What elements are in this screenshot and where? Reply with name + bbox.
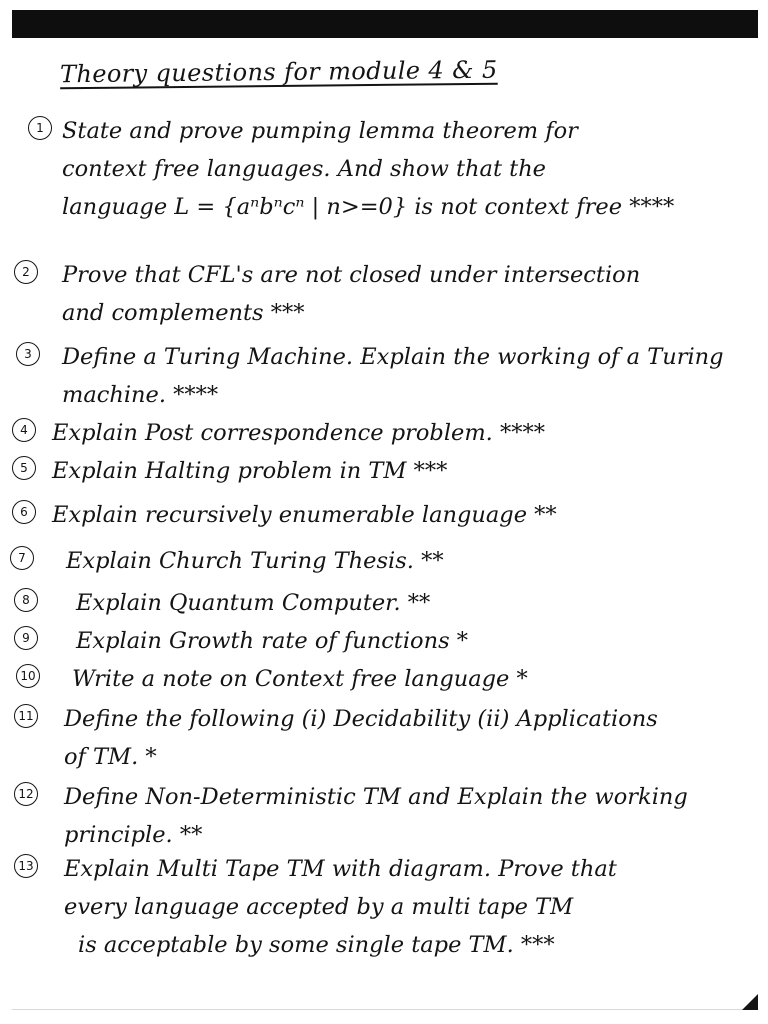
question-text	[64, 700, 658, 776]
question-line: Write a note on Context free language *	[72, 666, 528, 692]
question-line: Explain Halting problem in TM ***	[52, 458, 448, 484]
question-text	[76, 584, 430, 622]
question-line: Explain recursively enumerable language **	[52, 502, 557, 528]
question-line: Explain Quantum Computer. **	[76, 590, 431, 616]
question-line: machine. ****	[62, 382, 219, 408]
question-line: State and prove pumping lemma theorem for	[62, 118, 578, 144]
question-line: principle. **	[64, 822, 203, 848]
question-line: is acceptable by some single tape TM. ***	[78, 932, 555, 958]
question-line: and complements ***	[62, 300, 305, 326]
question-text	[52, 414, 545, 452]
question-number: 5	[12, 456, 36, 480]
question-line: context free languages. And show that the	[62, 156, 547, 182]
question-text	[52, 452, 447, 490]
question-line: language L = {aⁿbⁿcⁿ | n>=0} is not context free ****	[62, 194, 675, 220]
question-text	[66, 542, 444, 580]
question-line: every language accepted by a multi tape TM	[64, 894, 574, 920]
question-text	[64, 850, 617, 964]
question-line: Define Non-Deterministic TM and Explain the working	[64, 784, 688, 810]
question-line: Prove that CFL's are not closed under intersection	[62, 262, 641, 288]
question-number: 7	[10, 546, 34, 570]
question-number: 6	[12, 500, 36, 524]
question-number: 4	[12, 418, 36, 442]
question-number: 8	[14, 588, 38, 612]
question-text	[72, 660, 528, 698]
question-text	[76, 622, 468, 660]
question-line: Define the following (i) Decidability (ii) Applications	[64, 706, 658, 732]
question-line: of TM. *	[64, 744, 157, 770]
question-number: 10	[16, 664, 40, 688]
question-number: 12	[14, 782, 38, 806]
question-number: 13	[14, 854, 38, 878]
scan-corner-mark	[742, 994, 758, 1010]
question-line: Define a Turing Machine. Explain the working of a Turing	[62, 344, 724, 370]
question-text	[62, 112, 674, 226]
question-line: Explain Multi Tape TM with diagram. Prove that	[64, 856, 617, 882]
question-number: 11	[14, 704, 38, 728]
question-text	[62, 256, 640, 332]
question-number: 9	[14, 626, 38, 650]
page-title: Theory questions for module 4 & 5	[59, 55, 498, 89]
question-text	[52, 496, 557, 534]
question-line: Explain Church Turing Thesis. **	[66, 548, 444, 574]
question-text	[64, 778, 688, 854]
question-number: 2	[14, 260, 38, 284]
question-text	[62, 338, 724, 414]
question-number: 1	[28, 116, 52, 140]
scan-bottom-edge	[12, 1009, 758, 1010]
question-line: Explain Post correspondence problem. ****	[52, 420, 545, 446]
question-line: Explain Growth rate of functions *	[76, 628, 469, 654]
question-number: 3	[16, 342, 40, 366]
